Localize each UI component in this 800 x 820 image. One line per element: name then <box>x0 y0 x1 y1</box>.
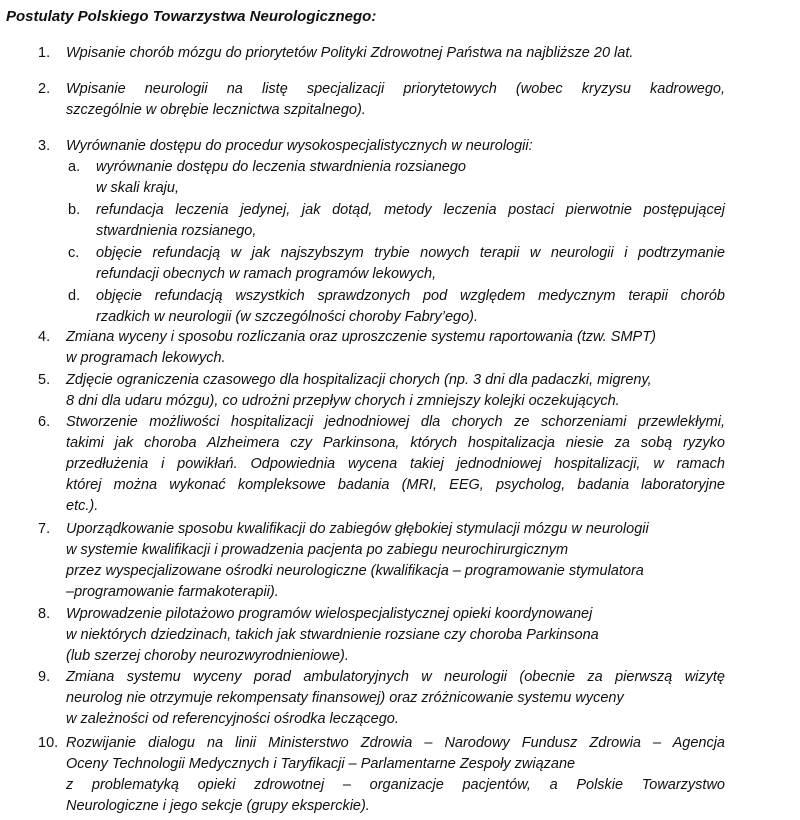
list-item-number: c. <box>68 245 80 261</box>
list-item-text-line: etc.). <box>66 498 99 514</box>
list-item-text-line: Wprowadzenie pilotażowo programów wielospecjalistycznej opieki koordynowanej <box>66 606 593 622</box>
list-item-text-line: Zdjęcie ograniczenia czasowego dla hospitalizacji chorych (np. 3 dni dla padaczki, migreny, <box>66 372 652 388</box>
list-item-number: 1. <box>38 45 51 61</box>
list-item-text-line: takimi jak choroba Alzheimera czy Parkinsona, których hospitalizacja niesie za sobą ryzyko <box>66 435 725 451</box>
list-item-text-line: Uporządkowanie sposobu kwalifikacji do zabiegów głębokiej stymulacji mózgu w neurologii <box>66 521 649 537</box>
list-item-text-line: w niektórych dziedzinach, takich jak stwardnienie rozsiane czy choroba Parkinsona <box>66 627 599 643</box>
list-item-text-line: Oceny Technologii Medycznych i Taryfikacji – Parlamentarne Zespoły związane <box>66 756 576 772</box>
list-item-text-line: refundacji obecnych w ramach programów lekowych, <box>96 266 437 282</box>
list-item-number: 3. <box>38 138 51 154</box>
list-item-text-line: w zależności od referencyjności ośrodka leczącego. <box>66 711 399 727</box>
list-item-number: 4. <box>38 329 51 345</box>
document-heading: Postulaty Polskiego Towarzystwa Neurologicznego: <box>6 8 377 25</box>
list-item-text-line: (lub szerzej choroby neurozwyrodnieniowe). <box>66 648 349 664</box>
list-item-number: 8. <box>38 606 51 622</box>
list-item-number: d. <box>68 288 81 304</box>
list-item-text-line: Rozwijanie dialogu na linii Ministerstwo Zdrowia – Narodowy Fundusz Zdrowia – Agencja <box>66 735 725 751</box>
list-item-text-line: Zmiana systemu wyceny porad ambulatoryjnych w neurologii (obecnie za pierwszą wizytę <box>66 669 725 685</box>
list-item-text-line: Wyrównanie dostępu do procedur wysokospecjalistycznych w neurologii: <box>66 138 533 154</box>
list-item-text-line: szczególnie w obrębie lecznictwa szpitalnego). <box>66 102 366 118</box>
list-item-text-line: w systemie kwalifikacji i prowadzenia pacjenta po zabiegu neurochirurgicznym <box>66 542 569 558</box>
list-item-number: 10. <box>38 735 59 751</box>
list-item-text-line: Wpisanie neurologii na listę specjalizacji priorytetowych (wobec kryzysu kadrowego, <box>66 81 725 97</box>
list-item-text-line: stwardnienia rozsianego, <box>96 223 257 239</box>
list-item-text-line: Wpisanie chorób mózgu do priorytetów Polityki Zdrowotnej Państwa na najbliższe 20 lat. <box>66 45 634 61</box>
list-item-number: a. <box>68 159 81 175</box>
list-item-text-line: której można wykonać kompleksowe badania (MRI, EEG, psycholog, badania laboratoryjne <box>66 477 725 493</box>
list-item-number: 7. <box>38 521 51 537</box>
list-item-text-line: przedłużenia i powikłań. Odpowiednia wycena takiej jednodniowej hospitalizacji, w ramach <box>66 456 725 472</box>
list-item-text-line: Zmiana wyceny i sposobu rozliczania oraz uproszczenie systemu raportowania (tzw. SMPT) <box>66 329 656 345</box>
list-item-text-line: objęcie refundacją wszystkich sprawdzonych pod względem medycznym terapii chorób <box>96 288 725 304</box>
list-item-number: 5. <box>38 372 51 388</box>
list-item-number: 6. <box>38 414 51 430</box>
list-item-text-line: 8 dni dla udaru mózgu), co udrożni przepływ chorych i zmniejszy kolejki oczekujących. <box>66 393 620 409</box>
list-item-number: 2. <box>38 81 51 97</box>
list-item-number: 9. <box>38 669 51 685</box>
list-item-text-line: –programowanie farmakoterapii). <box>66 584 279 600</box>
list-item-number: b. <box>68 202 81 218</box>
list-item-text-line: wyrównanie dostępu do leczenia stwardnienia rozsianego <box>96 159 466 175</box>
list-item-text-line: rzadkich w neurologii (w szczególności choroby Fabry’ego). <box>96 309 478 325</box>
list-item-text-line: Stworzenie możliwości hospitalizacji jednodniowej dla chorych ze schorzeniami przewlekłymi, <box>66 414 725 430</box>
list-item-text-line: refundacja leczenia jedynej, jak dotąd, metody leczenia postaci pierwotnie postępującej <box>96 202 725 218</box>
list-item-text-line: przez wyspecjalizowane ośrodki neurologiczne (kwalifikacja – programowanie stymulatora <box>66 563 644 579</box>
list-item-text-line: z problematyką opieki zdrowotnej – organizacje pacjentów, a Polskie Towarzystwo <box>66 777 725 793</box>
list-item-text-line: w skali kraju, <box>96 180 179 196</box>
list-item-text-line: objęcie refundacją w jak najszybszym trybie nowych terapii w neurologii i podtrzymanie <box>96 245 725 261</box>
list-item-text-line: Neurologiczne i jego sekcje (grupy eksperckie). <box>66 798 370 814</box>
list-item-text-line: w programach lekowych. <box>66 350 226 366</box>
list-item-text-line: neurolog nie otrzymuje rekompensaty finansowej) oraz zróżnicowanie systemu wyceny <box>66 690 624 706</box>
